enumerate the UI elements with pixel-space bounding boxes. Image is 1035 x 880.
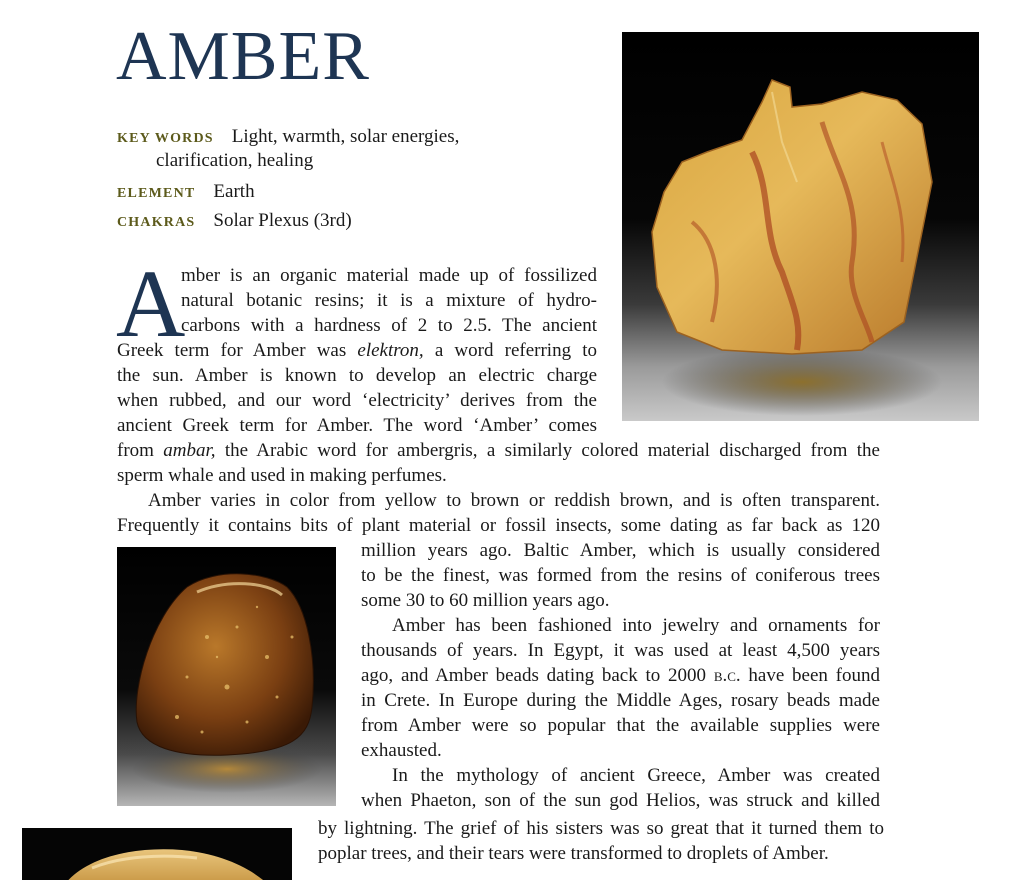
keywords-value-line2: clarification, healing: [156, 150, 314, 171]
text-fragment: the Arabic word for ambergris, a similarly colored material discharged from the: [215, 440, 880, 461]
text-line: mber is an organic material made up of fossilized: [181, 265, 597, 286]
amber-polished-illustration: [117, 547, 336, 806]
text-line: thousands of years. In Egypt, it was used at least 4,500 years: [361, 640, 880, 661]
text-line: Amber has been fashioned into jewelry and ornaments for: [392, 615, 880, 636]
text-fragment: a word referring to: [423, 340, 597, 361]
text-line: when rubbed, and our word ‘electricity’ derives from the: [117, 390, 597, 411]
keywords-row: [117, 126, 459, 172]
era-abbrev: b.c.: [713, 665, 741, 686]
text-line: In the mythology of ancient Greece, Amber was created: [392, 765, 880, 786]
text-line: the sun. Amber is known to develop an electric charge: [117, 365, 597, 386]
paragraph-1-bottom: [117, 438, 880, 488]
amber-bottom-photo: [22, 828, 292, 880]
text-fragment: from: [117, 440, 164, 461]
text-line: [117, 438, 880, 463]
paragraph-2-bottom: [361, 538, 880, 613]
text-line: [361, 663, 880, 688]
drop-cap: A: [116, 250, 186, 357]
text-line: some 30 to 60 million years ago.: [361, 590, 610, 611]
text-line: Amber varies in color from yellow to brown or reddish brown, and is often transparent.: [148, 490, 880, 511]
keywords-value-line1: Light, warmth, solar energies,: [231, 126, 460, 147]
text-line: exhausted.: [361, 740, 442, 761]
text-line: when Phaeton, son of the sun god Helios, was struck and killed: [361, 790, 880, 811]
paragraph-1-middle: [117, 338, 597, 438]
paragraph-4-top: [361, 763, 880, 813]
text-line: carbons with a hardness of 2 to 2.5. The ancient: [181, 315, 597, 336]
amber-polished-photo: [117, 547, 336, 806]
text-fragment: ago, and Amber beads dating back to 2000: [361, 665, 714, 686]
text-line: from Amber were so popular that the available supplies were: [361, 715, 880, 736]
text-line: in Crete. In Europe during the Middle Ages, rosary beads made: [361, 690, 880, 711]
chakras-value: Solar Plexus (3rd): [213, 210, 352, 231]
text-fragment: have been found: [740, 665, 880, 686]
text-line: by lightning. The grief of his sisters was so great that it turned them to: [318, 818, 884, 839]
element-label: ELEMENT: [117, 186, 196, 201]
chakras-row: [117, 210, 352, 234]
text-line: million years ago. Baltic Amber, which is usually considered: [361, 540, 880, 561]
paragraph-2-top: [117, 488, 880, 538]
element-value: Earth: [213, 181, 255, 202]
text-fragment: Greek term for Amber was: [117, 340, 358, 361]
paragraph-3: [361, 613, 880, 763]
text-line: ancient Greek term for Amber. The word ‘Amber’ comes: [117, 415, 597, 436]
text-line: to be the finest, was formed from the resins of coniferous trees: [361, 565, 880, 586]
chakras-label: CHAKRAS: [117, 215, 196, 230]
element-row: [117, 181, 255, 205]
term-elektron: elektron,: [357, 340, 424, 361]
text-line: [117, 338, 597, 363]
paragraph-4-bottom: [318, 816, 884, 866]
text-line: sperm whale and used in making perfumes.: [117, 465, 447, 486]
text-line: Frequently it contains bits of plant material or fossil insects, some dating as far back as 120: [117, 515, 880, 536]
paragraph-1-top: [181, 263, 597, 338]
text-line: natural botanic resins; it is a mixture of hydro-: [181, 290, 597, 311]
term-ambar: ambar,: [163, 440, 216, 461]
keywords-label: KEY WORDS: [117, 131, 214, 146]
amber-bottom-illustration: [22, 828, 292, 880]
amber-raw-illustration: [622, 32, 979, 421]
page-title: AMBER: [116, 18, 370, 95]
amber-raw-photo: [622, 32, 979, 421]
text-line: poplar trees, and their tears were transformed to droplets of Amber.: [318, 843, 829, 864]
